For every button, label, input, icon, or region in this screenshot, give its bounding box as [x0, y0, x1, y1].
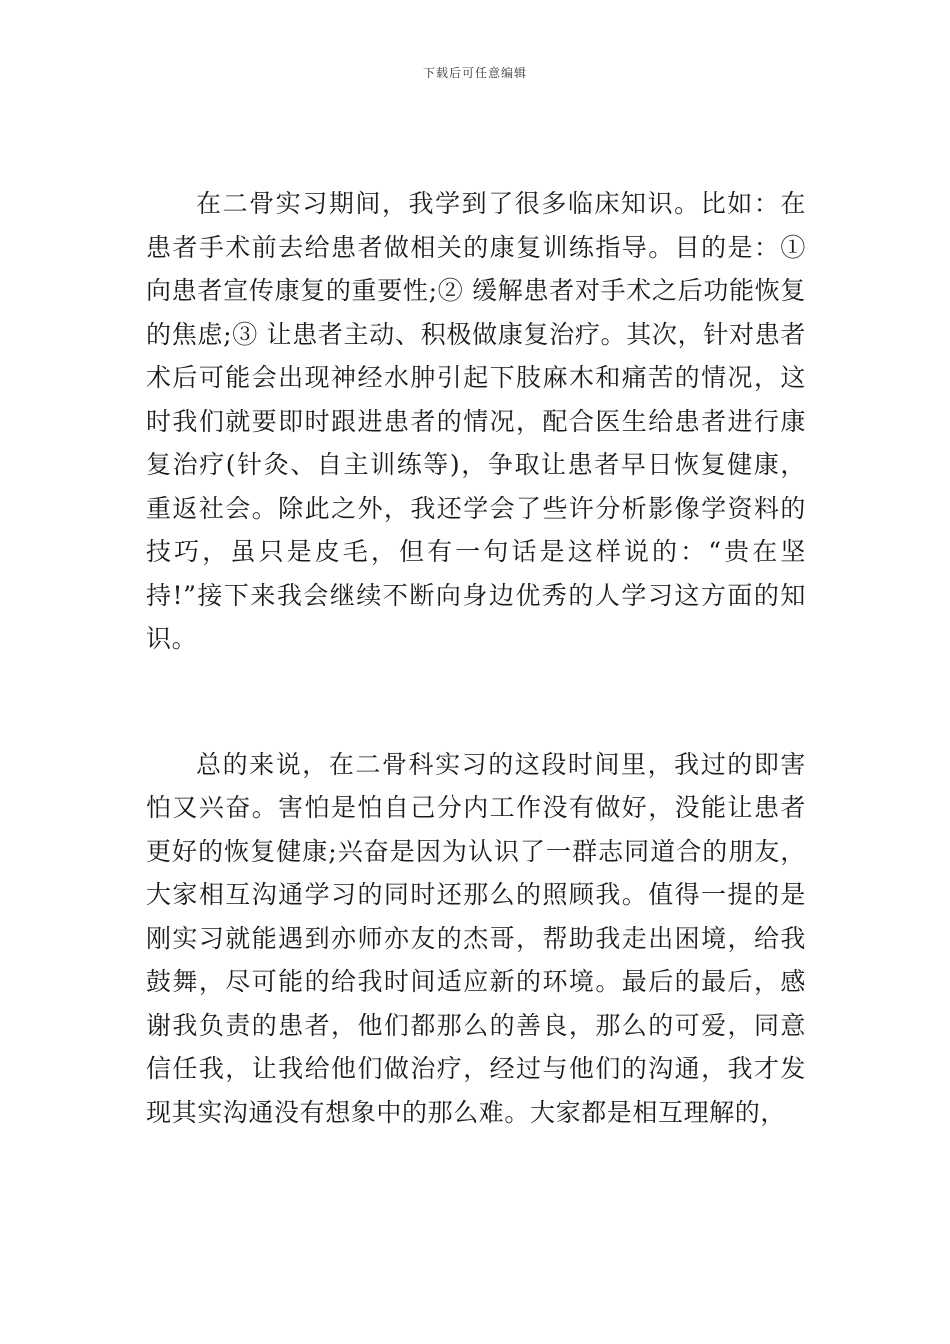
paragraph-summary: 总的来说，在二骨科实习的这段时间里，我过的即害怕又兴奋。害怕是怕自己分内工作没有做好，没能让患者更好的恢复健康;兴奋是因为认识了一群志同道合的朋友，大家相互沟通学习的同时还那么的照顾我。值得一提的是刚实习就能遇到亦师亦友的杰哥，帮助我走出困境，给我鼓舞，尽可能的给我时间适应新的环境。最后的最后，感谢我负责的患者，他们都那么的善良，那么的可爱，同意信任我，让我给他们做治疗，经过与他们的沟通，我才发现其实沟通没有想象中的那么难。大家都是相互理解的，: [146, 749, 806, 1127]
document-body: [146, 182, 806, 1134]
paragraph-internship-knowledge: 在二骨实习期间，我学到了很多临床知识。比如：在患者手术前去给患者做相关的康复训练指导。目的是：①向患者宣传康复的重要性;② 缓解患者对手术之后功能恢复的焦虑;③ 让患者主动、积极做康复治疗。其次，针对患者术后可能会出现神经水肿引起下肢麻木和痛苦的情况，这时我们就要即时跟进患者的情况，配合医生给患者进行康复治疗(针灸、自主训练等)，争取让患者早日恢复健康，重返社会。除此之外，我还学会了些许分析影像学资料的技巧，虽只是皮毛，但有一句话是这样说的：“贵在坚持!”接下来我会继续不断向身边优秀的人学习这方面的知识。: [146, 189, 806, 653]
paragraph-spacer: [146, 661, 806, 743]
header-note: 下载后可任意编辑: [422, 66, 527, 80]
